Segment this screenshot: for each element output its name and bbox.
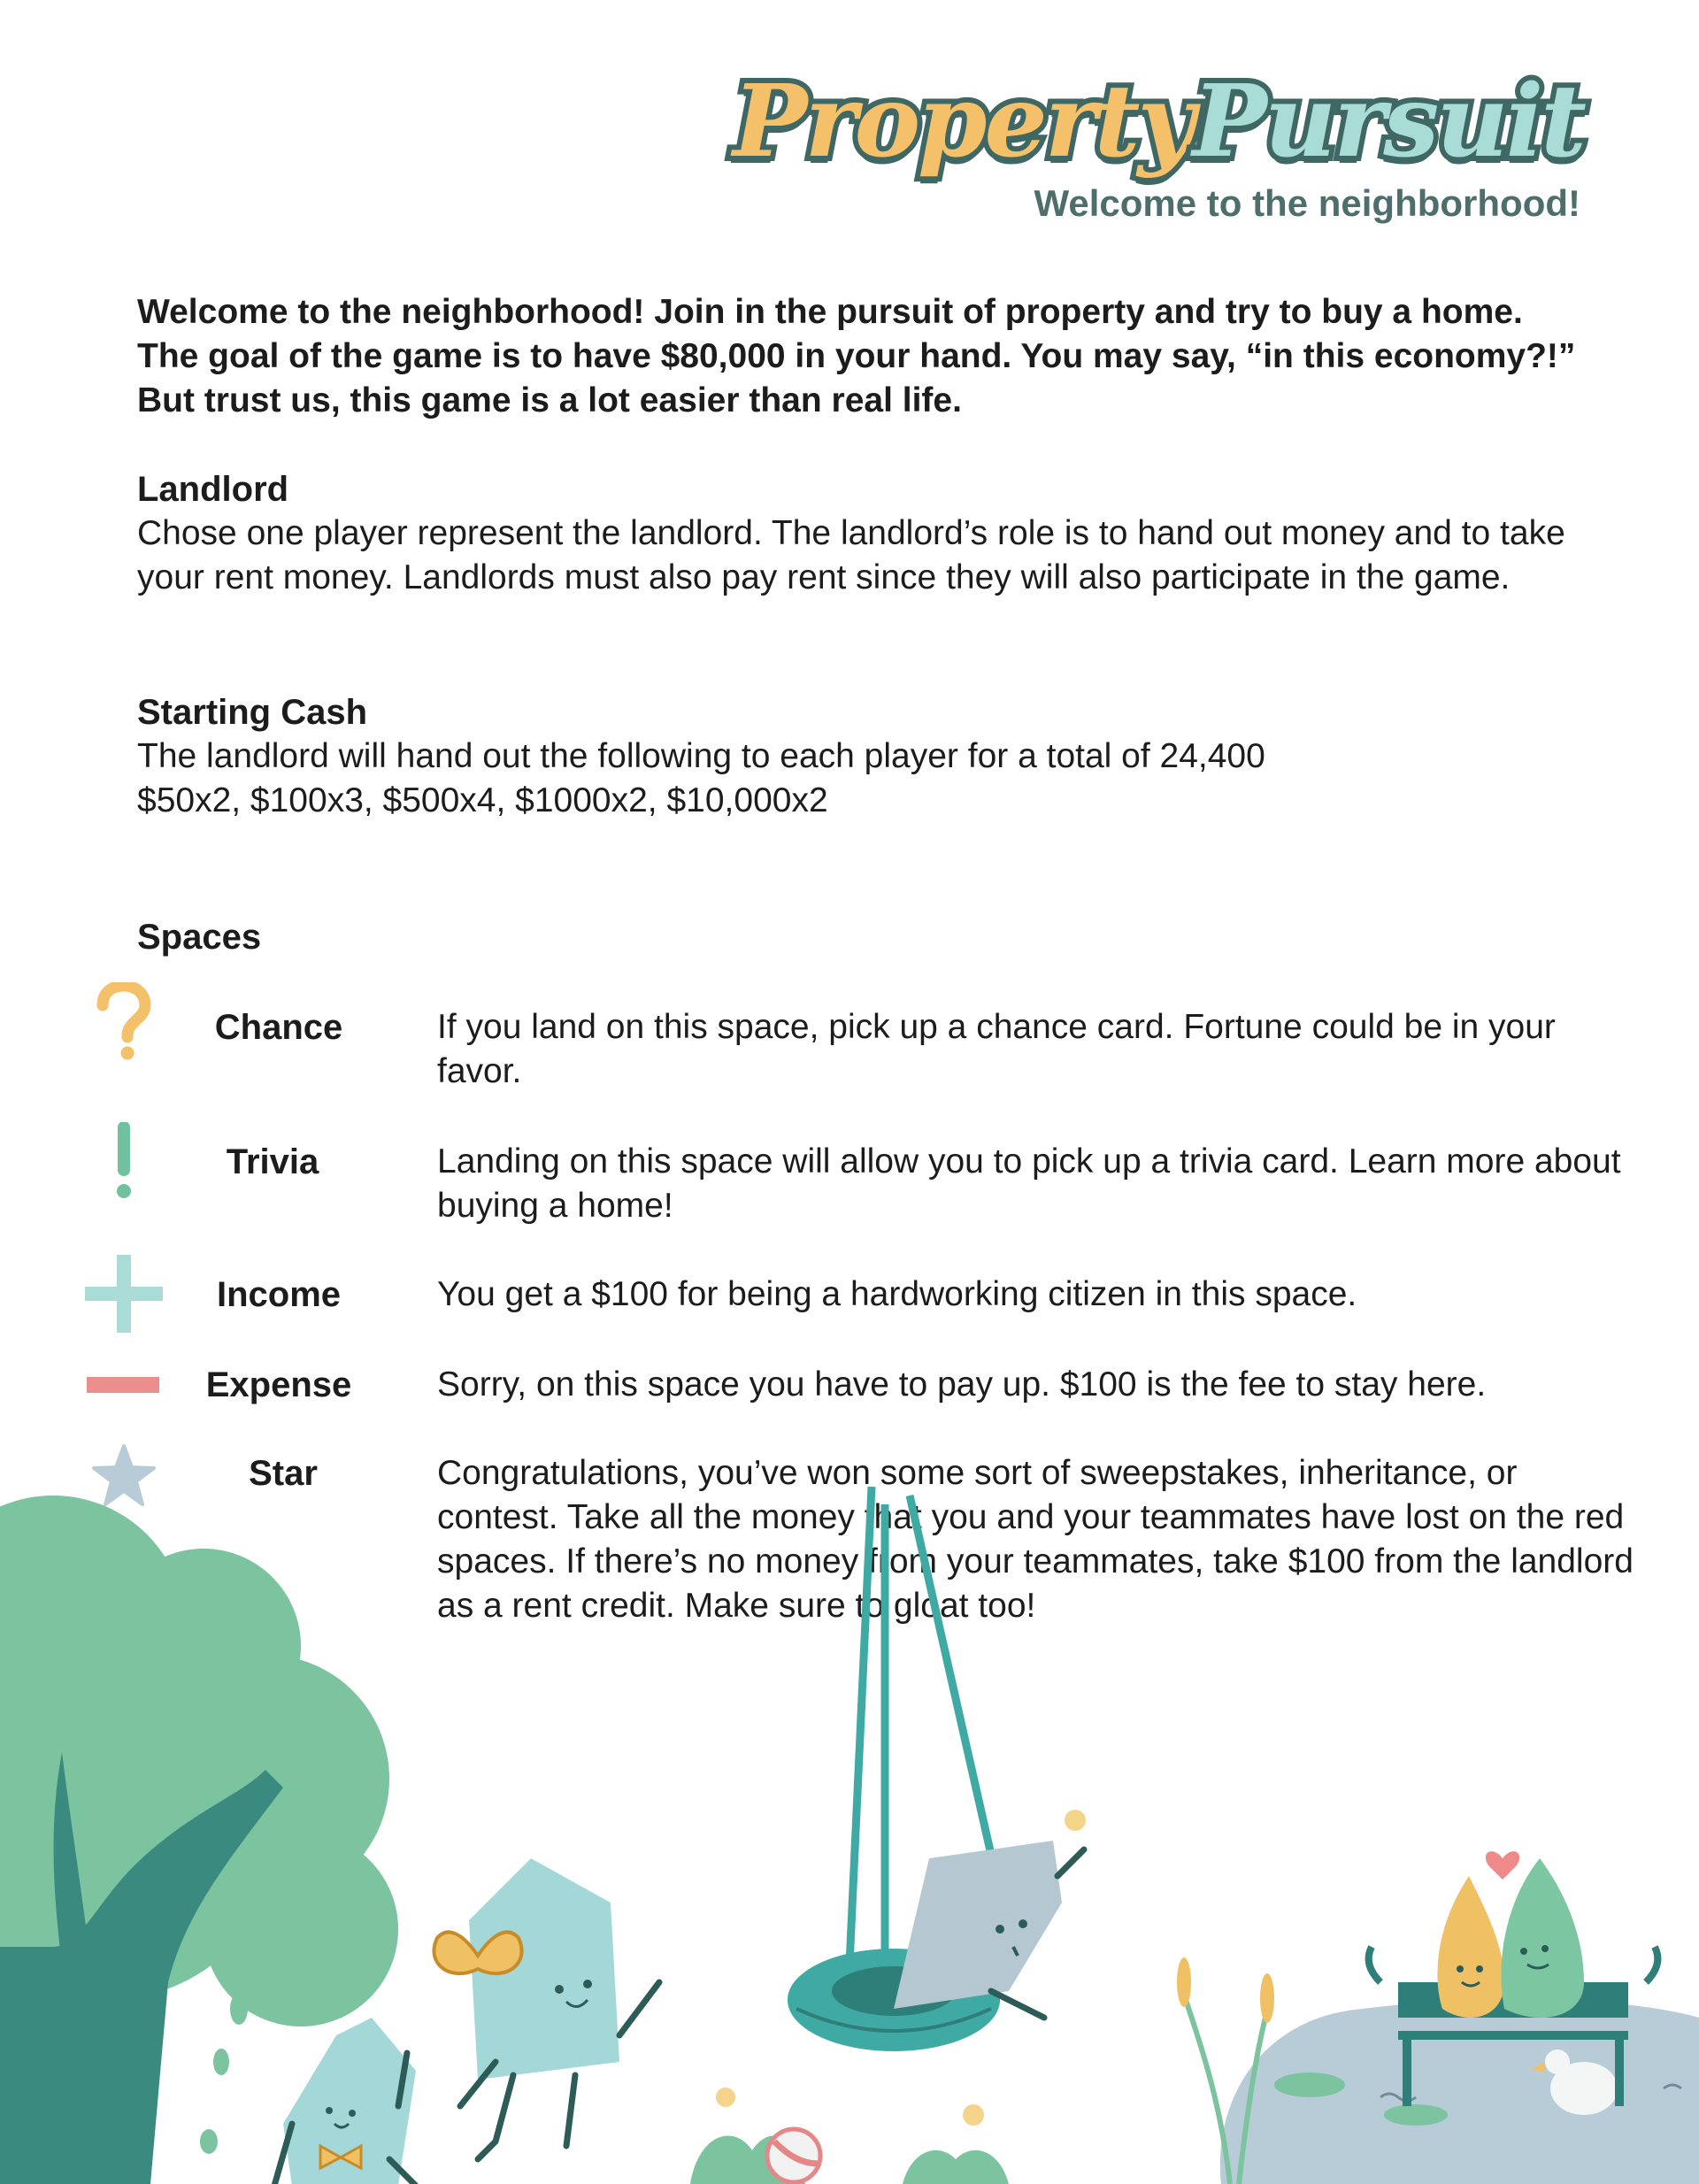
space-desc-income: You get a $100 for being a hardworking citizen in this space. <box>437 1275 1357 1313</box>
spaces-heading: Spaces <box>137 918 262 957</box>
space-name-star: Star <box>249 1454 318 1493</box>
heart-icon <box>1486 1851 1519 1880</box>
landlord-body: Chose one player represent the landlord. The landlord’s role is to hand out money and to take your rent money. Landlords must also pay rent since they will also participate in the game. <box>137 514 1565 596</box>
logo-tagline: Welcome to the neighborhood! <box>1034 182 1580 224</box>
spaces-section <box>137 915 1606 959</box>
green-character-icon <box>1501 1858 1584 2018</box>
small-character-icon <box>274 2018 416 2184</box>
yellow-character-icon <box>1437 1876 1504 2018</box>
intro-paragraph: Welcome to the neighborhood! Join in the pursuit of property and try to buy a home. The goal of the game is to have $80,000 in your hand. You may say, “in this economy?!” But trust us, this game is a lot easier than real life. <box>137 293 1576 419</box>
space-name-expense: Expense <box>205 1365 352 1404</box>
question-mark-icon <box>92 982 154 1064</box>
space-desc-expense: Sorry, on this space you have to pay up. $100 is the fee to stay here. <box>437 1365 1487 1403</box>
neighborhood-illustration <box>0 1487 1699 2184</box>
space-name-trivia: Trivia <box>226 1142 319 1181</box>
exclamation-mark-icon <box>113 1122 135 1200</box>
landlord-section <box>137 467 1606 600</box>
space-desc-chance: If you land on this space, pick up a chance card. Fortune could be in your favor. <box>437 1008 1556 1090</box>
starting-cash-line2: $50x2, $100x3, $500x4, $1000x2, $10,000x2 <box>137 781 828 819</box>
big-character-icon <box>434 1858 659 2159</box>
starting-cash-heading: Starting Cash <box>137 693 368 732</box>
pond-icon <box>1220 1999 1699 2184</box>
landlord-heading: Landlord <box>137 470 289 509</box>
game-logo <box>733 64 1584 225</box>
space-name-income: Income <box>216 1275 342 1314</box>
starting-cash-line1: The landlord will hand out the following to each player for a total of 24,400 <box>137 737 1265 775</box>
space-desc-trivia: Landing on this space will allow you to pick up a trivia card. Learn more about buying a home! <box>437 1142 1621 1225</box>
space-name-chance: Chance <box>214 1008 343 1047</box>
plus-icon <box>85 1255 163 1333</box>
minus-icon <box>87 1377 159 1393</box>
starting-cash-section <box>137 690 1606 823</box>
logo-title <box>733 64 1584 180</box>
logo-title-pursuit: Pursuit <box>1192 64 1584 180</box>
logo-title-property: Property <box>733 64 1193 180</box>
space-desc-star: Congratulations, you’ve won some sort of sweepstakes, inheritance, or contest. Take all the money that you and your teammates have lost on the red spaces. If there’s no money from your teammates, take $100 from the landlord as a rent credit. Make sure to gloat too! <box>437 1454 1634 1625</box>
